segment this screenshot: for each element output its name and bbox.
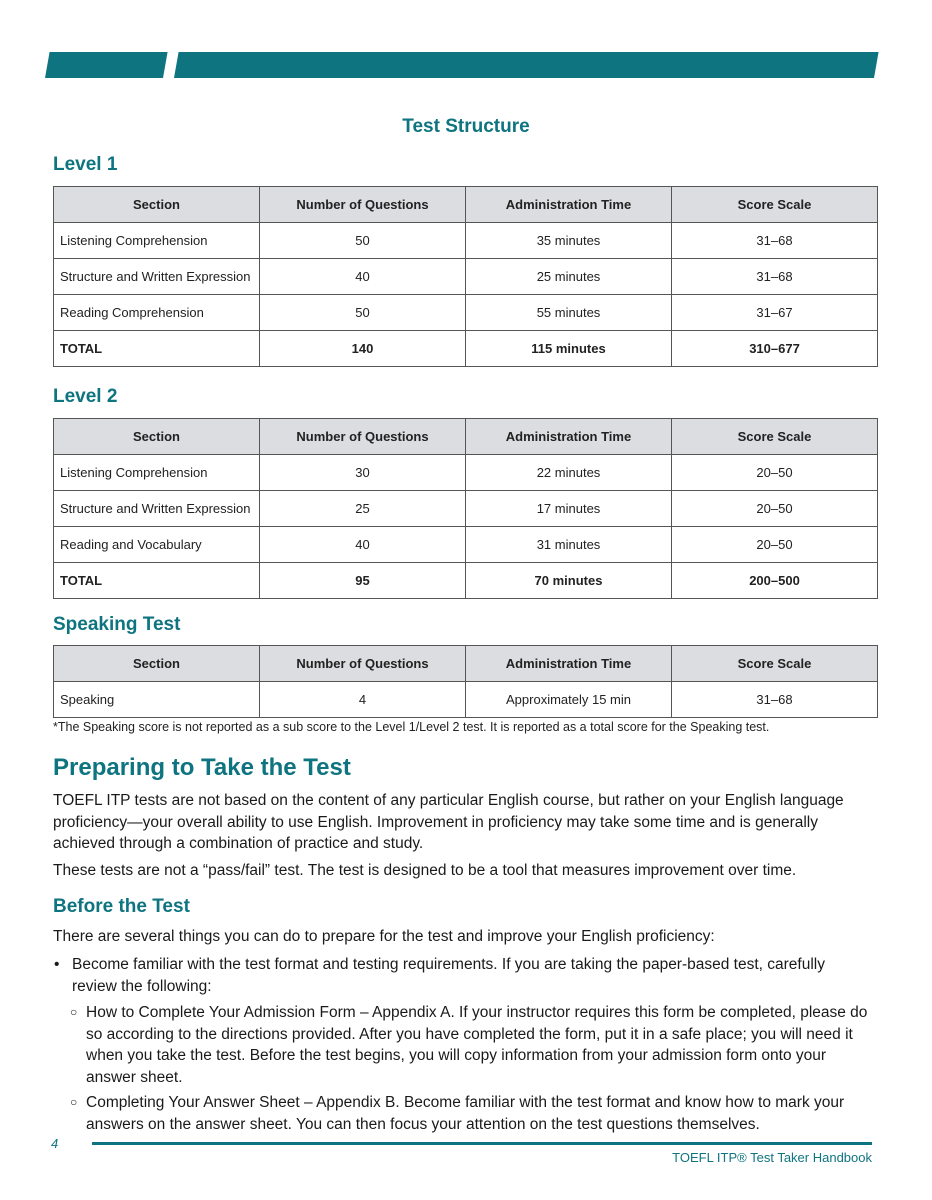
- table-header-row: [54, 419, 878, 455]
- table-cell: 25 minutes: [466, 259, 672, 295]
- table-cell: 50: [260, 295, 466, 331]
- level2-table: [53, 418, 878, 599]
- table-cell: 31–68: [672, 259, 878, 295]
- table-cell: 30: [260, 455, 466, 491]
- table-cell: 25: [260, 491, 466, 527]
- list-item-text: How to Complete Your Admission Form – Appendix A. If your instructor requires this form be completed, please do so according to the directions provided. After you have completed the form, put it in a safe place; you will need it when you take the test. Before the test begins, you will copy information from your admission form onto your answer sheet.: [86, 1004, 868, 1086]
- header-band-right: [174, 52, 879, 78]
- table-cell: TOTAL: [54, 331, 260, 367]
- table-cell: 31–68: [672, 682, 878, 718]
- table-cell: Speaking: [54, 682, 260, 718]
- table-cell: 115 minutes: [466, 331, 672, 367]
- table-total-row: [54, 331, 878, 367]
- list-item: [54, 954, 862, 997]
- table-row: [54, 259, 878, 295]
- table-cell: 31 minutes: [466, 527, 672, 563]
- table-cell: 70 minutes: [466, 563, 672, 599]
- level1-heading: Level 1: [53, 154, 118, 175]
- table-cell: 20–50: [672, 527, 878, 563]
- column-header: Number of Questions: [260, 419, 466, 455]
- column-header: Administration Time: [466, 419, 672, 455]
- table-cell: 4: [260, 682, 466, 718]
- table-cell: 55 minutes: [466, 295, 672, 331]
- table-cell: 31–68: [672, 223, 878, 259]
- footer-title: TOEFL ITP® Test Taker Handbook: [672, 1150, 872, 1165]
- table-cell: Structure and Written Expression: [54, 259, 260, 295]
- table-cell: 200–500: [672, 563, 878, 599]
- list-item: [70, 1092, 876, 1135]
- table-cell: Approximately 15 min: [466, 682, 672, 718]
- table-cell: 22 minutes: [466, 455, 672, 491]
- table-cell: TOTAL: [54, 563, 260, 599]
- table-row: [54, 295, 878, 331]
- page-title: Test Structure: [402, 116, 530, 137]
- table-cell: Listening Comprehension: [54, 455, 260, 491]
- column-header: Score Scale: [672, 419, 878, 455]
- column-header: Score Scale: [672, 646, 878, 682]
- table-cell: 20–50: [672, 455, 878, 491]
- table-cell: 40: [260, 527, 466, 563]
- column-header: Section: [54, 646, 260, 682]
- table-cell: 140: [260, 331, 466, 367]
- column-header: Number of Questions: [260, 187, 466, 223]
- speaking-table: [53, 645, 878, 718]
- before-heading: Before the Test: [53, 896, 190, 917]
- table-row: [54, 682, 878, 718]
- circle-bullet-icon: ○: [70, 1005, 78, 1019]
- list-item-text: Become familiar with the test format and testing requirements. If you are taking the paper-based test, carefully review the following:: [72, 956, 825, 995]
- table-row: [54, 527, 878, 563]
- column-header: Administration Time: [466, 187, 672, 223]
- table-cell: 40: [260, 259, 466, 295]
- header-band-left: [45, 52, 168, 78]
- level2-heading: Level 2: [53, 386, 118, 407]
- list-item-text: Completing Your Answer Sheet – Appendix B. Become familiar with the test format and know how to mark your answers on the answer sheet. You can then focus your attention on the test questions themselves.: [86, 1094, 845, 1133]
- table-cell: 310–677: [672, 331, 878, 367]
- preparing-heading: Preparing to Take the Test: [53, 754, 351, 781]
- speaking-heading: Speaking Test: [53, 614, 181, 635]
- table-cell: 50: [260, 223, 466, 259]
- preparing-paragraph-2: These tests are not a “pass/fail” test. The test is designed to be a tool that measures improvement over time.: [53, 862, 797, 879]
- table-cell: 95: [260, 563, 466, 599]
- circle-bullet-icon: ○: [70, 1095, 78, 1109]
- table-header-row: [54, 187, 878, 223]
- table-row: [54, 491, 878, 527]
- table-header-row: [54, 646, 878, 682]
- page-number: 4: [51, 1136, 59, 1151]
- table-cell: Reading Comprehension: [54, 295, 260, 331]
- preparing-paragraph-1: TOEFL ITP tests are not based on the content of any particular English course, but rather on your English language proficiency—your overall ability to use English. Improvement in proficiency may take some time and is generally achieved through a combination of practice and study.: [53, 792, 844, 852]
- list-item: [70, 1002, 876, 1088]
- table-cell: Structure and Written Expression: [54, 491, 260, 527]
- bullet-icon: •: [54, 956, 60, 973]
- column-header: Administration Time: [466, 646, 672, 682]
- table-cell: Reading and Vocabulary: [54, 527, 260, 563]
- footer-divider: [92, 1142, 872, 1145]
- column-header: Number of Questions: [260, 646, 466, 682]
- table-row: [54, 223, 878, 259]
- table-cell: 17 minutes: [466, 491, 672, 527]
- column-header: Section: [54, 187, 260, 223]
- table-cell: 35 minutes: [466, 223, 672, 259]
- speaking-footnote: *The Speaking score is not reported as a sub score to the Level 1/Level 2 test. It is reported as a total score for the Speaking test.: [53, 720, 770, 734]
- table-row: [54, 455, 878, 491]
- table-cell: 31–67: [672, 295, 878, 331]
- table-total-row: [54, 563, 878, 599]
- level1-table: [53, 186, 878, 367]
- before-intro: There are several things you can do to prepare for the test and improve your English proficiency:: [53, 928, 715, 945]
- table-cell: 20–50: [672, 491, 878, 527]
- column-header: Section: [54, 419, 260, 455]
- table-cell: Listening Comprehension: [54, 223, 260, 259]
- column-header: Score Scale: [672, 187, 878, 223]
